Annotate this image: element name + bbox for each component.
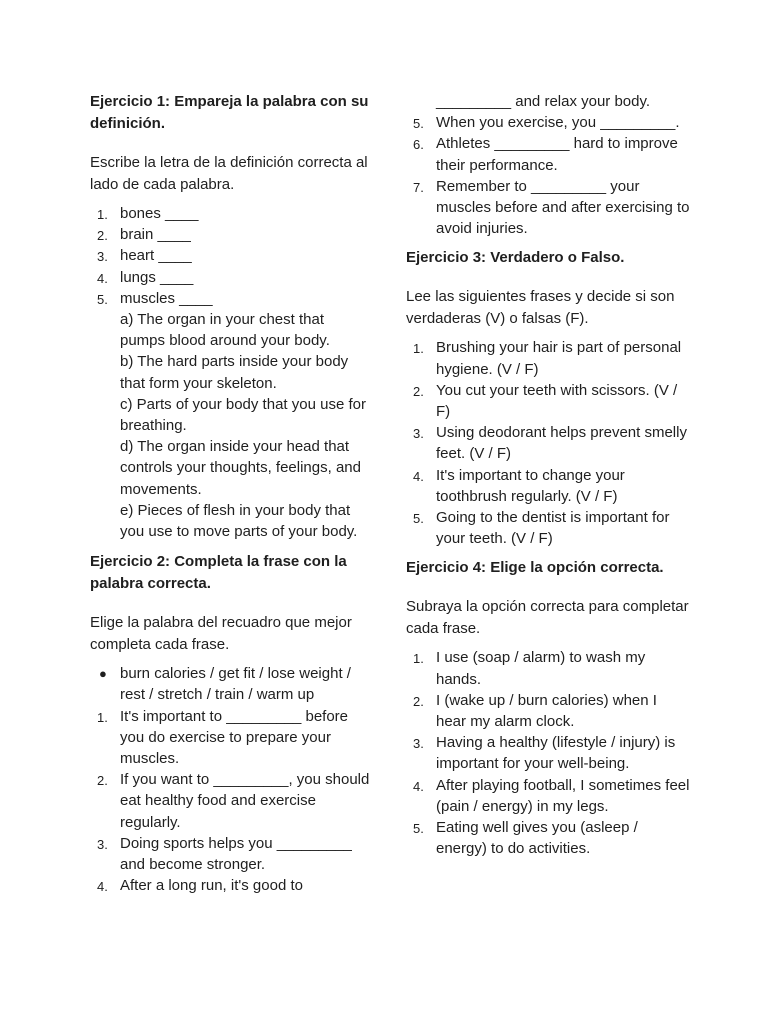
list-item: 6. Athletes _________ hard to improve their performance. <box>413 135 678 174</box>
definition-e: e) Pieces of flesh in your body that you use to move parts of your body. <box>120 501 358 541</box>
definition-a: a) The organ in your chest that pumps blood around your body. <box>120 311 330 350</box>
exercise-2-instruction: Elige la palabra del recuadro que mejor completa cada frase. <box>90 614 352 654</box>
list-item: 5. Eating well gives you (asleep / energy) to do activities. <box>413 819 638 858</box>
list-item: 4. After a long run, it's good to <box>97 877 303 895</box>
list-item: 3. heart ____ <box>97 247 192 265</box>
exercise-3-instruction: Lee las siguientes frases y decide si son verdaderas (V) o falsas (F). <box>406 288 675 328</box>
definition-b: b) The hard parts inside your body that form your skeleton. <box>120 353 349 392</box>
list-item: 3. Using deodorant helps prevent smelly feet. (V / F) <box>413 424 687 463</box>
exercise-2-sentences <box>90 706 370 897</box>
exercise-2-sentence-4-continued: _________ and relax your body. <box>436 93 651 110</box>
word-brain: brain ____ <box>120 226 191 244</box>
bullet-icon: ● <box>99 666 107 682</box>
list-item: 3. Having a healthy (lifestyle / injury) is important for your well-being. <box>413 734 676 773</box>
list-item: 1. Brushing your hair is part of personal hygiene. (V / F) <box>413 339 682 378</box>
list-item: 1. bones ____ <box>97 205 199 222</box>
list-item: 4. lungs ____ <box>97 268 194 286</box>
list-item: 5. When you exercise, you _________. <box>413 114 680 132</box>
exercise-4-heading: Ejercicio 4: Elige la opción correcta. <box>406 559 664 577</box>
word-box-item: ● burn calories / get fit / lose weight / rest / stretch / train / warm up <box>99 665 351 704</box>
exercise-1-definitions <box>90 309 370 542</box>
word-bones: bones ____ <box>120 205 199 222</box>
list-item: 1. I use (soap / alarm) to wash my hands. <box>413 649 646 688</box>
exercise-4-instruction: Subraya la opción correcta para completar cada frase. <box>406 598 689 638</box>
exercise-3-sentences <box>406 337 691 549</box>
definition-c: c) Parts of your body that you use for breathing. <box>120 395 366 435</box>
list-item: 5. muscles ____ <box>97 289 213 307</box>
list-item: 4. It's important to change your toothbrush regularly. (V / F) <box>413 466 625 505</box>
exercise-2-word-box <box>90 663 370 705</box>
definition-d: d) The organ inside your head that controls your thoughts, feelings, and movements. <box>120 438 361 498</box>
exercise-1-heading: Ejercicio 1: Empareja la palabra con su definición. <box>90 93 369 132</box>
list-item: 5. Going to the dentist is important for your teeth. (V / F) <box>413 509 670 548</box>
list-item: 1. It's important to _________ before you do exercise to prepare your muscles. <box>97 707 349 768</box>
list-item: 2. I (wake up / burn calories) when I hear my alarm clock. <box>413 691 657 731</box>
right-column <box>406 91 691 867</box>
list-item: 2. You cut your teeth with scissors. (V / F) <box>413 381 678 421</box>
list-item: 2. brain ____ <box>97 226 191 244</box>
exercise-2-heading: Ejercicio 2: Completa la frase con la palabra correcta. <box>90 553 347 593</box>
word-heart: heart ____ <box>120 247 192 265</box>
exercise-1-word-list <box>90 203 370 309</box>
list-item: 2. If you want to _________, you should eat healthy food and exercise regularly. <box>97 771 370 831</box>
list-item: 4. After playing football, I sometimes feel (pain / energy) in my legs. <box>413 776 690 815</box>
exercise-1-instruction: Escribe la letra de la definición correcta al lado de cada palabra. <box>90 154 368 193</box>
exercise-4-sentences <box>406 647 691 859</box>
left-column <box>90 91 370 904</box>
word-lungs: lungs ____ <box>120 268 194 286</box>
exercise-3-heading: Ejercicio 3: Verdadero o Falso. <box>406 249 625 267</box>
list-item: 3. Doing sports helps you _________ and become stronger. <box>97 834 352 874</box>
list-item: 7. Remember to _________ your muscles before and after exercising to avoid injuries. <box>413 177 690 238</box>
word-muscles: muscles ____ <box>120 289 213 307</box>
exercise-2-sentences-continued <box>406 112 691 239</box>
